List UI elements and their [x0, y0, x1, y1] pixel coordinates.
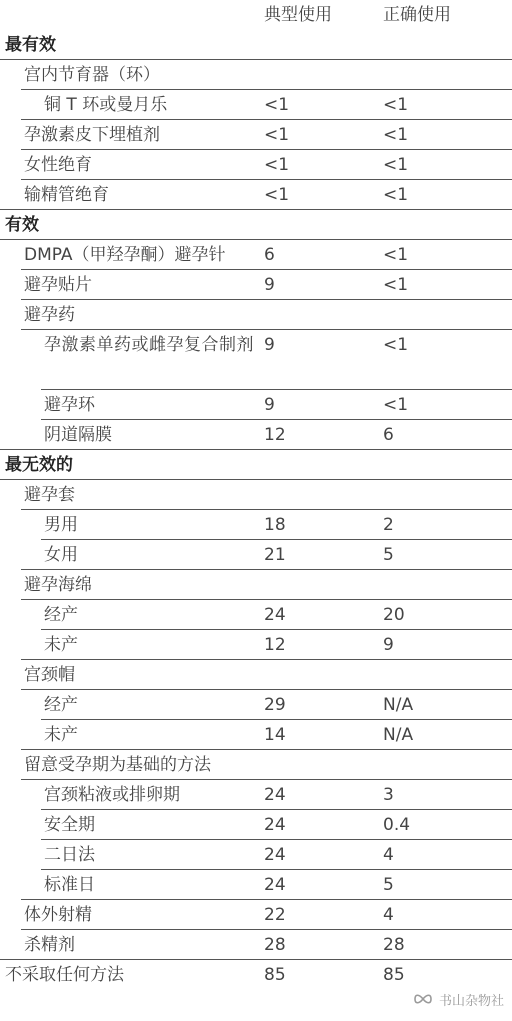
- table-row: [0, 480, 512, 510]
- correct-use-value: <1: [383, 395, 409, 415]
- typical-use-value: <1: [264, 185, 290, 205]
- correct-use-value: <1: [383, 95, 409, 115]
- row-label: 男用: [44, 515, 78, 535]
- table-row: [0, 30, 512, 60]
- correct-use-value: 3: [383, 785, 394, 805]
- table-row: [0, 630, 512, 660]
- row-label: 宫内节育器（环）: [24, 65, 160, 85]
- table-row: [0, 180, 512, 210]
- header-correct-use: 正确使用: [383, 5, 451, 25]
- typical-use-value: 6: [264, 245, 275, 265]
- correct-use-value: <1: [383, 155, 409, 175]
- row-label: DMPA（甲羟孕酮）避孕针: [24, 245, 226, 265]
- correct-use-value: 4: [383, 845, 394, 865]
- table-row: [0, 120, 512, 150]
- table-row: [0, 870, 512, 900]
- table-row: [0, 690, 512, 720]
- typical-use-value: 18: [264, 515, 286, 535]
- row-label: 未产: [44, 725, 78, 745]
- row-label: 留意受孕期为基础的方法: [24, 755, 211, 775]
- correct-use-value: <1: [383, 275, 409, 295]
- row-label: 阴道隔膜: [44, 425, 112, 445]
- wechat-channel-icon: [413, 991, 433, 1007]
- row-label: 安全期: [44, 815, 95, 835]
- correct-use-value: 2: [383, 515, 394, 535]
- table-row: [0, 720, 512, 750]
- table-header: [0, 0, 512, 30]
- row-label: 经产: [44, 695, 78, 715]
- typical-use-value: 24: [264, 845, 286, 865]
- row-label: 最无效的: [5, 455, 73, 475]
- row-label: 女用: [44, 545, 78, 565]
- typical-use-value: 14: [264, 725, 286, 745]
- correct-use-value: 4: [383, 905, 394, 925]
- table-row: [0, 450, 512, 480]
- typical-use-value: 29: [264, 695, 286, 715]
- table-row: [0, 210, 512, 240]
- correct-use-value: 9: [383, 635, 394, 655]
- table-row: [0, 60, 512, 90]
- correct-use-value: 20: [383, 605, 405, 625]
- correct-use-value: 85: [383, 965, 405, 985]
- row-label: 二日法: [44, 845, 95, 865]
- row-label: 避孕套: [24, 485, 75, 505]
- table-row: [0, 330, 512, 390]
- row-label: 体外射精: [24, 905, 92, 925]
- row-label: 避孕贴片: [24, 275, 92, 295]
- table-row: [0, 570, 512, 600]
- typical-use-value: 9: [264, 335, 275, 355]
- typical-use-value: 9: [264, 395, 275, 415]
- row-label: 输精管绝育: [24, 185, 109, 205]
- table-row: [0, 660, 512, 690]
- table-row: [0, 780, 512, 810]
- typical-use-value: 28: [264, 935, 286, 955]
- table-row: [0, 540, 512, 570]
- table-row: [0, 510, 512, 540]
- table-row: [0, 810, 512, 840]
- correct-use-value: <1: [383, 245, 409, 265]
- correct-use-value: N/A: [383, 695, 414, 715]
- row-label: 孕激素单药或雌孕复合制剂: [44, 335, 254, 355]
- row-label: 标准日: [44, 875, 95, 895]
- correct-use-value: N/A: [383, 725, 414, 745]
- row-label: 女性绝育: [24, 155, 92, 175]
- row-label: 孕激素皮下埋植剂: [24, 125, 160, 145]
- table-row: [0, 150, 512, 180]
- correct-use-value: 0.4: [383, 815, 411, 835]
- table-row: [0, 900, 512, 930]
- watermark-text: 书山杂物社: [438, 993, 504, 1009]
- watermark: [413, 988, 504, 1010]
- row-label: 未产: [44, 635, 78, 655]
- typical-use-value: 22: [264, 905, 286, 925]
- row-label: 避孕海绵: [24, 575, 92, 595]
- typical-use-value: 21: [264, 545, 286, 565]
- typical-use-value: <1: [264, 125, 290, 145]
- table-body: [0, 30, 512, 990]
- correct-use-value: 6: [383, 425, 394, 445]
- header-typical-use: 典型使用: [264, 5, 332, 25]
- table-row: [0, 600, 512, 630]
- table-row: [0, 300, 512, 330]
- correct-use-value: <1: [383, 125, 409, 145]
- typical-use-value: 9: [264, 275, 275, 295]
- typical-use-value: 24: [264, 815, 286, 835]
- correct-use-value: 28: [383, 935, 405, 955]
- row-label: 有效: [5, 215, 39, 235]
- table-row: [0, 420, 512, 450]
- correct-use-value: <1: [383, 335, 409, 355]
- table-row: [0, 750, 512, 780]
- row-label: 不采取任何方法: [5, 965, 124, 985]
- typical-use-value: 85: [264, 965, 286, 985]
- typical-use-value: 12: [264, 425, 286, 445]
- table-row: [0, 240, 512, 270]
- typical-use-value: <1: [264, 155, 290, 175]
- typical-use-value: 12: [264, 635, 286, 655]
- correct-use-value: 5: [383, 875, 394, 895]
- table-row: [0, 960, 512, 990]
- row-label: 宫颈帽: [24, 665, 75, 685]
- table-row: [0, 270, 512, 300]
- row-label: 最有效: [5, 35, 56, 55]
- correct-use-value: <1: [383, 185, 409, 205]
- row-label: 避孕环: [44, 395, 95, 415]
- table-row: [0, 90, 512, 120]
- row-label: 铜 T 环或曼月乐: [44, 95, 168, 115]
- typical-use-value: <1: [264, 95, 290, 115]
- typical-use-value: 24: [264, 605, 286, 625]
- table-row: [0, 930, 512, 960]
- table-row: [0, 840, 512, 870]
- row-label: 经产: [44, 605, 78, 625]
- correct-use-value: 5: [383, 545, 394, 565]
- typical-use-value: 24: [264, 875, 286, 895]
- typical-use-value: 24: [264, 785, 286, 805]
- row-label: 避孕药: [24, 305, 75, 325]
- row-label: 宫颈粘液或排卵期: [44, 785, 180, 805]
- row-label: 杀精剂: [24, 935, 75, 955]
- table-row: [0, 390, 512, 420]
